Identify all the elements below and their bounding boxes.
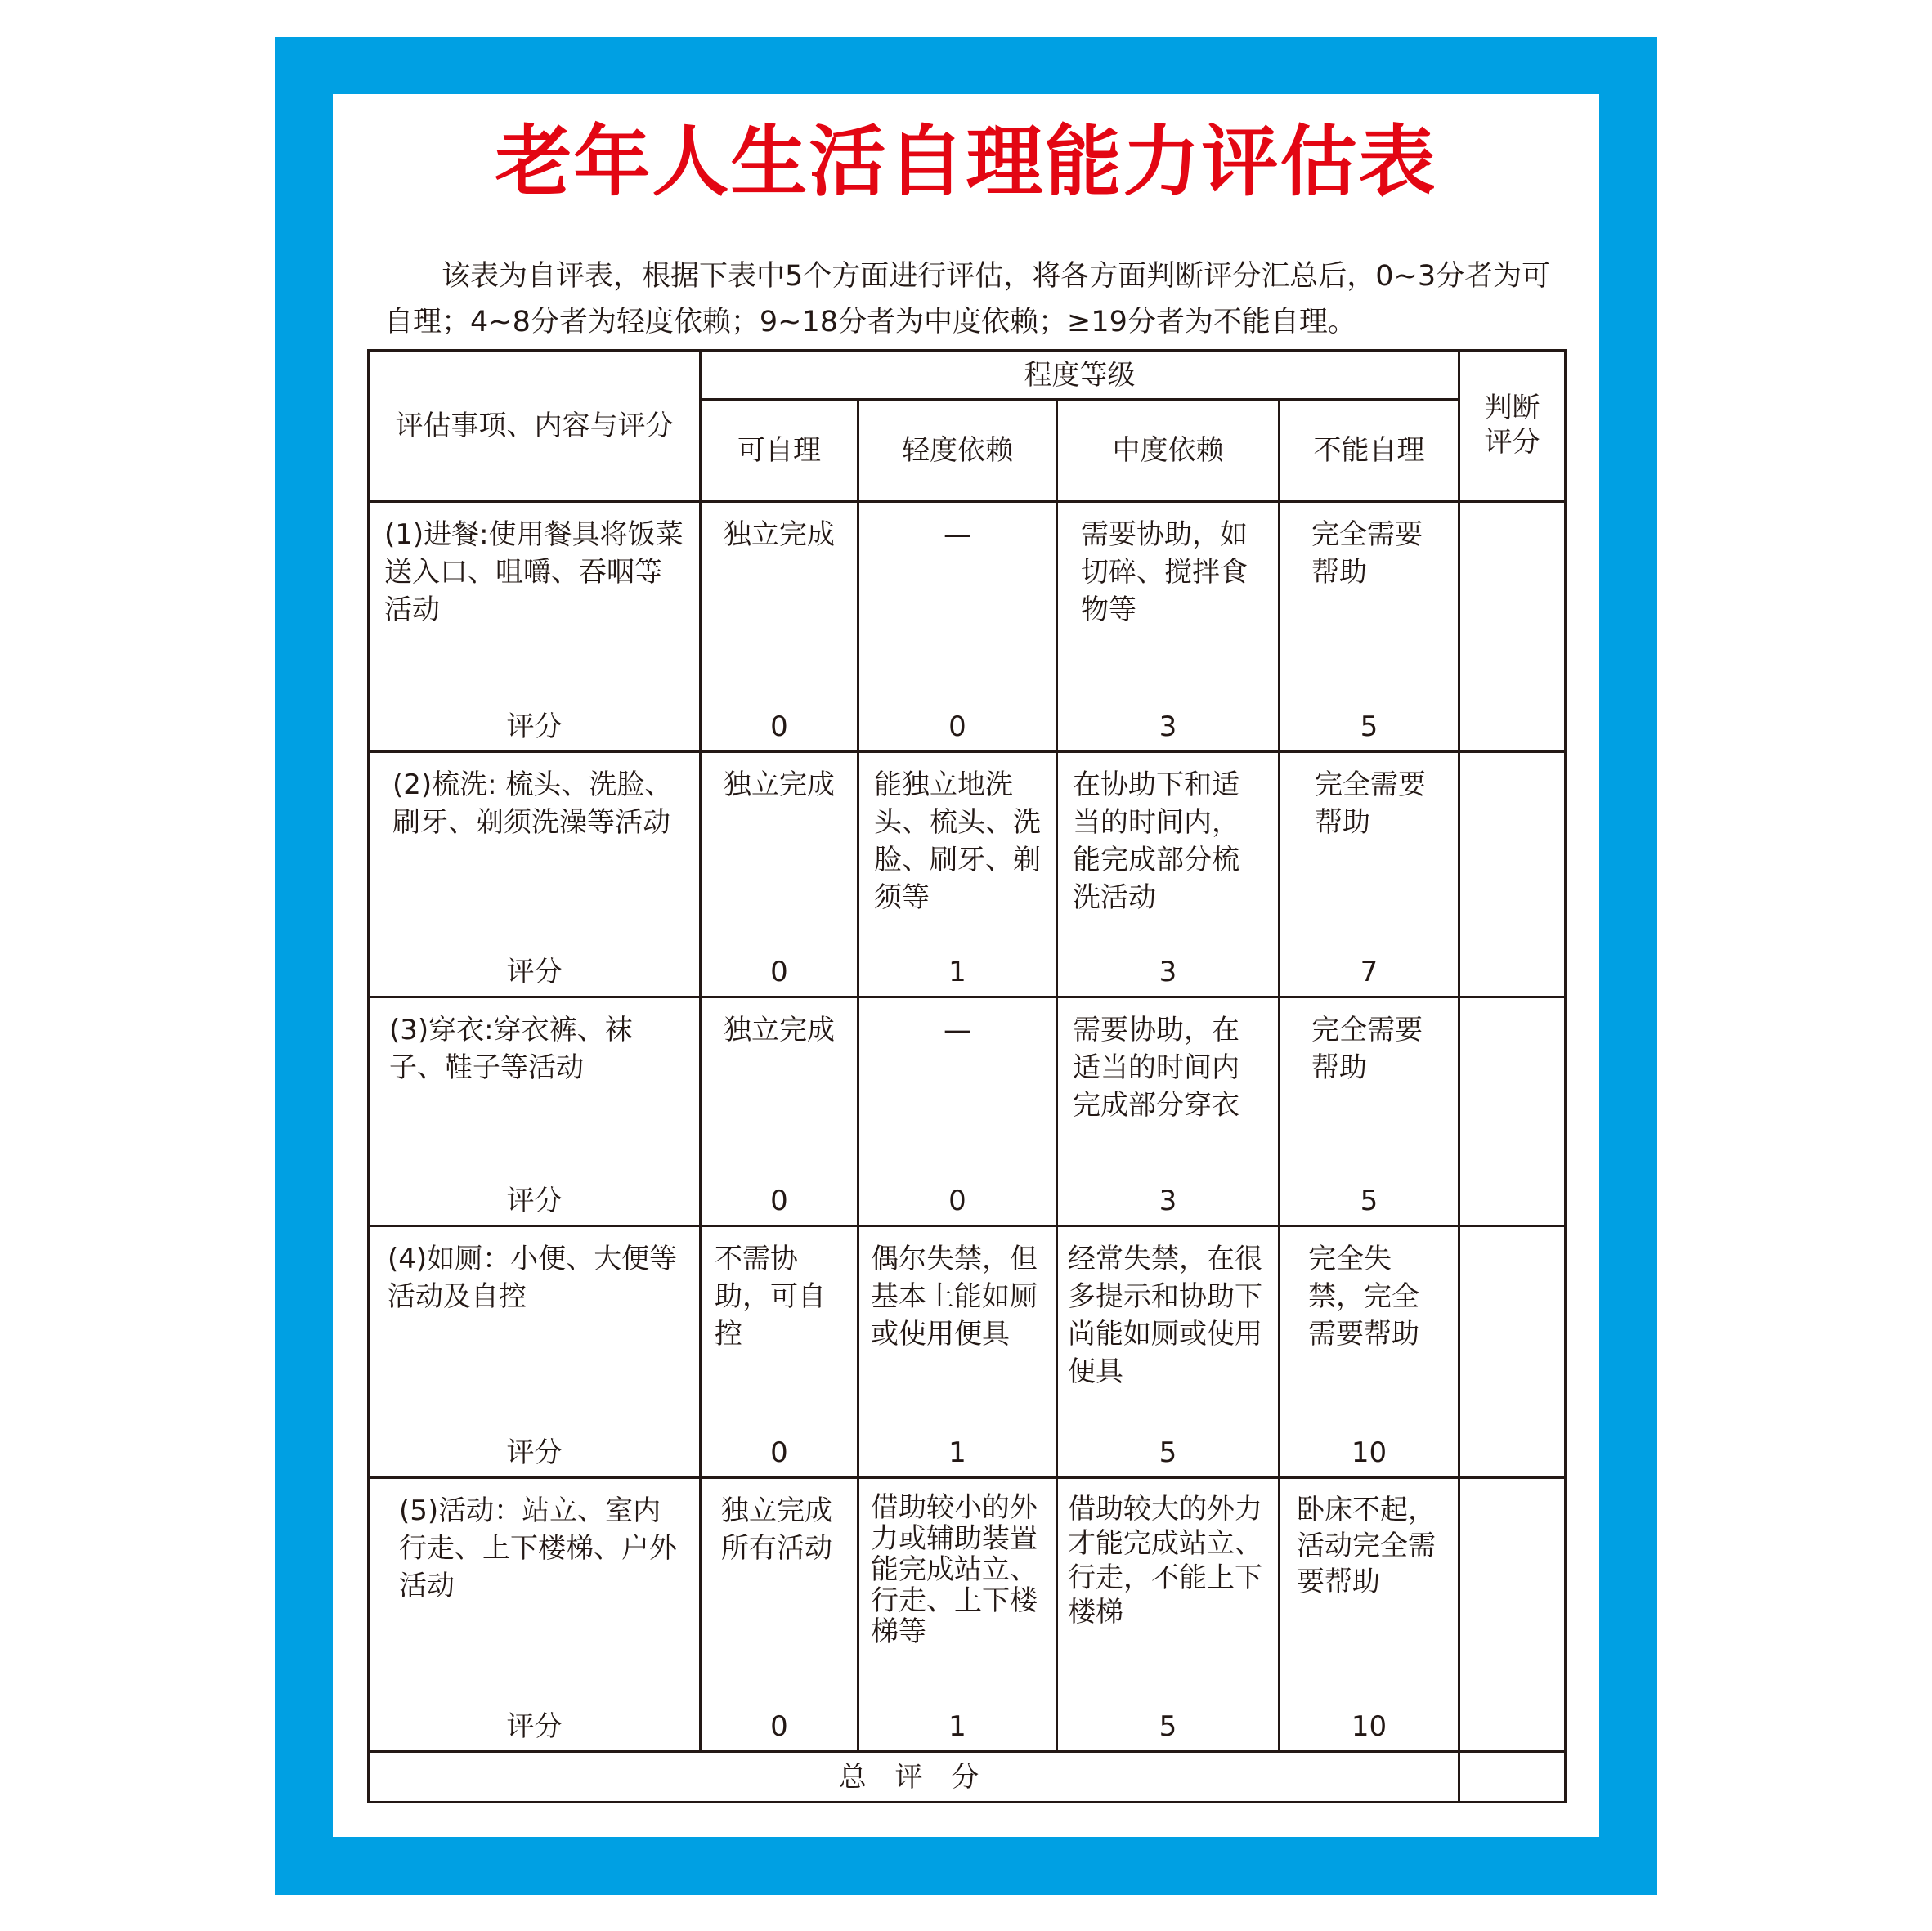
score-value: 10 [1351,1436,1387,1469]
judge-score-cell[interactable] [1459,997,1566,1226]
score-value: 1 [948,956,966,988]
score-label: 评分 [506,1710,563,1743]
score-value: 5 [1159,1710,1177,1743]
level-cell [1280,502,1459,752]
score-value: 3 [1159,710,1177,743]
total-row [369,1752,1566,1803]
score-value: 5 [1159,1436,1177,1469]
item-cell [369,752,701,997]
score-label: 评分 [506,956,563,988]
header-item-column: 评估事项、内容与评分 [369,351,701,502]
level-cell [1057,502,1280,752]
level-cell [1280,752,1459,997]
header-level-group: 程度等级 [701,351,1459,400]
level-text: 完全需要帮助 [1311,518,1423,589]
level-text: 完全需要帮助 [1315,768,1426,839]
item-cell [369,502,701,752]
level-cell [1280,997,1459,1226]
header-judge: 判断评分 [1484,392,1540,459]
level-cell [1057,1226,1280,1478]
level-cell [858,1226,1057,1478]
score-value: 10 [1351,1710,1387,1743]
table-row [369,502,1566,752]
header-level-0: 可自理 [701,400,858,502]
item-text: (5)活动：站立、室内行走、上下楼梯、户外活动 [399,1494,677,1602]
score-value: 5 [1360,1185,1378,1217]
score-value: 3 [1159,956,1177,988]
total-label-cell [369,1752,1459,1803]
level-text: 卧床不起，活动完全需要帮助 [1297,1494,1436,1598]
assessment-table [367,349,1567,1803]
item-cell [369,997,701,1226]
level-cell [1057,997,1280,1226]
score-value: 0 [770,1710,788,1743]
level-cell [701,997,858,1226]
item-cell [369,1478,701,1752]
item-cell [369,1226,701,1478]
score-value: 0 [948,710,966,743]
total-label: 总 评 分 [838,1760,989,1794]
header-judge-cell [1459,351,1566,502]
level-text: 需要协助，在适当的时间内完成部分穿衣 [1073,1014,1239,1122]
level-text: 完全需要帮助 [1311,1014,1423,1084]
level-text: 借助较小的外力或辅助装置能完成站立、行走、上下楼梯等 [871,1491,1038,1648]
level-cell [1057,752,1280,997]
item-text: (4)如厕：小便、大便等活动及自控 [388,1243,678,1313]
level-text: 在协助下和适当的时间内，能完成部分梳洗活动 [1073,768,1239,914]
score-label: 评分 [506,710,563,743]
score-value: 0 [770,710,788,743]
score-value: 1 [948,1436,966,1469]
level-cell [701,752,858,997]
level-text: 独立完成 [724,518,835,551]
level-text: — [944,1014,971,1046]
table-row [369,997,1566,1226]
score-value: 1 [948,1710,966,1743]
total-score-cell[interactable] [1459,1752,1566,1803]
level-text: 经常失禁，在很多提示和协助下尚能如厕或使用便具 [1068,1243,1262,1388]
judge-score-cell[interactable] [1459,1226,1566,1478]
level-cell [701,1478,858,1752]
header-level-3: 不能自理 [1280,400,1459,502]
level-text: 偶尔失禁，但基本上能如厕或使用便具 [871,1243,1038,1351]
judge-score-cell[interactable] [1459,1478,1566,1752]
level-cell [701,1226,858,1478]
score-value: 5 [1360,710,1378,743]
score-value: 3 [1159,1185,1177,1217]
score-label: 评分 [506,1185,563,1217]
level-cell [858,1478,1057,1752]
score-value: 7 [1360,956,1378,988]
table-row [369,752,1566,997]
score-value: 0 [770,956,788,988]
level-text: 独立完成 [724,768,835,801]
level-cell [1280,1226,1459,1478]
score-value: 0 [770,1436,788,1469]
level-cell [1280,1478,1459,1752]
intro-paragraph: 该表为自评表，根据下表中5个方面进行评估，将各方面判断评分汇总后，0~3分者为可自理；4~8分者为轻度依赖；9~18分者为中度依赖；≥19分者为不能自理。 [384,260,1551,338]
judge-score-cell[interactable] [1459,502,1566,752]
header-level-1: 轻度依赖 [858,400,1057,502]
judge-score-cell[interactable] [1459,752,1566,997]
item-text: (3)穿衣:穿衣裤、袜子、鞋子等活动 [389,1014,633,1084]
item-text: (2)梳洗: 梳头、洗脸、刷牙、剃须洗澡等活动 [392,768,673,839]
level-text: 借助较大的外力才能完成站立、行走，不能上下楼梯 [1068,1493,1262,1629]
level-cell [858,997,1057,1226]
level-cell [858,752,1057,997]
level-cell [1057,1478,1280,1752]
level-cell [701,502,858,752]
score-value: 0 [948,1185,966,1217]
level-text: 能独立地洗头、梳头、洗脸、刷牙、剃须等 [874,768,1041,914]
page-title: 老年人生活自理能力评估表 [495,118,1437,207]
item-text: (1)进餐:使用餐具将饭菜送入口、咀嚼、吞咽等活动 [384,518,684,626]
level-text: 需要协助，如切碎、搅拌食物等 [1081,518,1248,626]
level-text: 完全失禁，完全需要帮助 [1308,1243,1419,1351]
level-cell [858,502,1057,752]
header-level-2: 中度依赖 [1057,400,1280,502]
level-text: 不需协助，可自控 [715,1243,826,1351]
table-row [369,1226,1566,1478]
table-row [369,1478,1566,1752]
level-text: 独立完成 [724,1014,835,1046]
level-text: — [944,518,971,551]
level-text: 独立完成所有活动 [721,1494,832,1565]
score-value: 0 [770,1185,788,1217]
score-label: 评分 [506,1436,563,1469]
